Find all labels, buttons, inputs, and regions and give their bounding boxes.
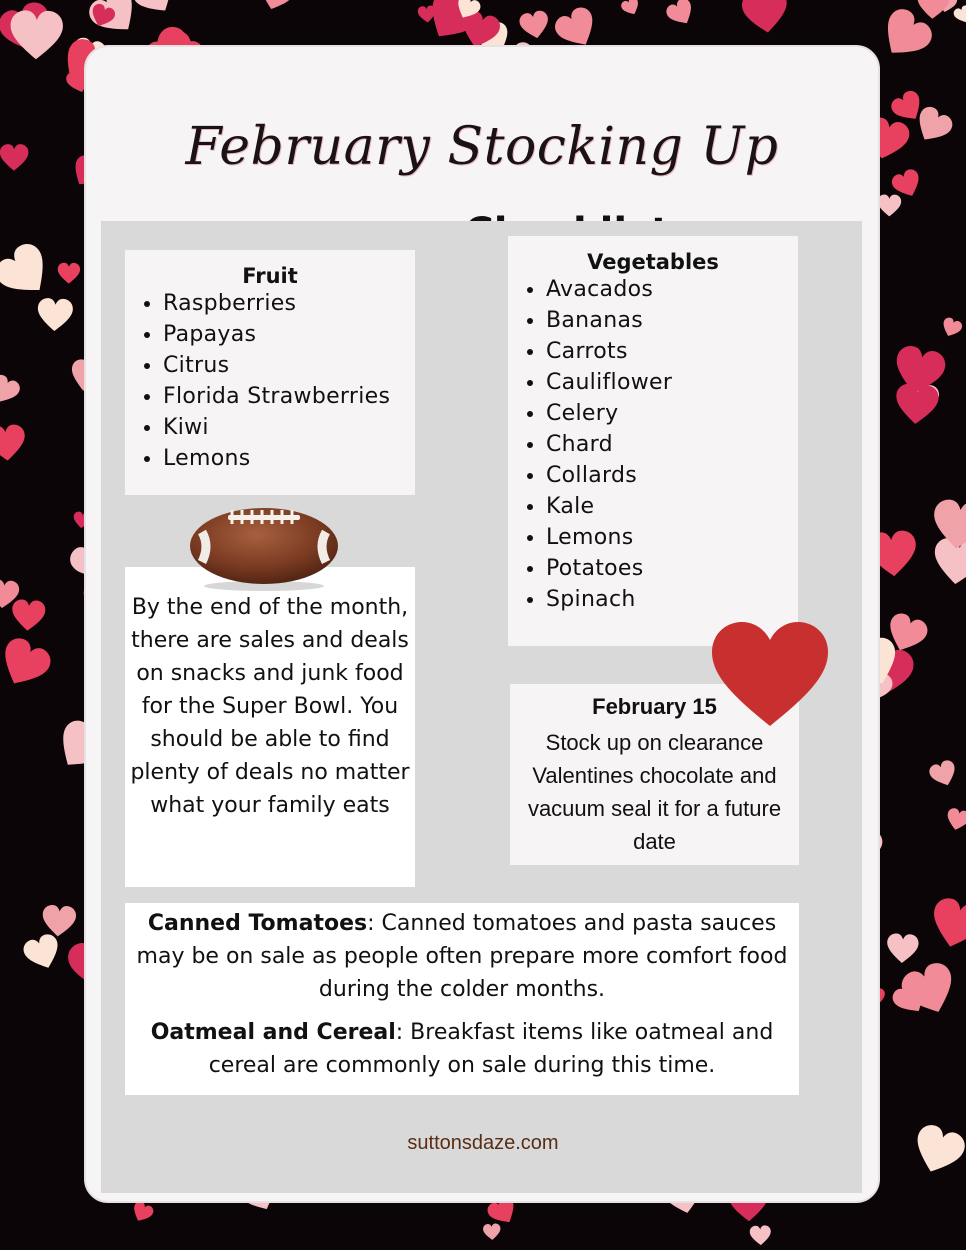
heart-confetti-icon: [898, 959, 962, 1021]
list-item: • Collards: [546, 460, 798, 491]
february-15-heading: February 15: [592, 694, 717, 719]
heart-confetti-icon: [37, 298, 73, 332]
heart-confetti-icon: [0, 144, 29, 171]
heart-confetti-icon: [927, 758, 960, 790]
heart-confetti-icon: [483, 1223, 501, 1240]
list-item: • Kiwi: [163, 412, 415, 443]
notes-box: [125, 903, 799, 1095]
heart-icon: [710, 620, 830, 728]
heart-confetti-icon: [939, 316, 963, 340]
note-text: : Canned tomatoes and pasta sauces may be on sale as people often prepare more comfort food during the colder months.: [136, 911, 788, 1002]
heart-confetti-icon: [944, 807, 966, 833]
note-oatmeal-cereal: [125, 1016, 799, 1082]
heart-confetti-icon: [84, 0, 146, 43]
super-bowl-box: [125, 567, 415, 887]
heart-confetti-icon: [129, 1200, 155, 1225]
list-item: • Florida Strawberries: [163, 381, 415, 412]
list-item: • Kale: [546, 491, 798, 522]
list-item: • Celery: [546, 398, 798, 429]
heart-confetti-icon: [11, 599, 46, 632]
heart-confetti-icon: [417, 5, 436, 23]
heart-confetti-icon: [129, 0, 182, 21]
list-item: • Spinach: [546, 584, 798, 615]
note-label: Oatmeal and Cereal: [150, 1020, 396, 1045]
list-item: • Potatoes: [546, 553, 798, 584]
heart-confetti-icon: [0, 372, 23, 408]
heart-confetti-icon: [21, 931, 65, 973]
list-item: • Citrus: [163, 350, 415, 381]
heart-confetti-icon: [894, 383, 939, 426]
fruit-box: [125, 250, 415, 495]
heart-confetti-icon: [620, 0, 643, 18]
fruit-list: [125, 288, 415, 474]
heart-confetti-icon: [926, 895, 966, 953]
note-text: : Breakfast items like oatmeal and cereal are commonly on sale during this time.: [208, 1020, 774, 1078]
heart-confetti-icon: [664, 0, 698, 30]
list-item: • Lemons: [163, 443, 415, 474]
heart-confetti-icon: [518, 9, 551, 41]
note-label: Canned Tomatoes: [147, 911, 368, 936]
super-bowl-text: By the end of the month, there are sales and deals on snacks and junk food for the Super Bowl. You should be able to find plenty of deals no matter what your family eats: [130, 595, 410, 818]
list-item: • Bananas: [546, 305, 798, 336]
footer-site: suttonsdaze.com: [407, 1132, 559, 1154]
heart-confetti-icon: [255, 0, 296, 14]
heart-confetti-icon: [741, 0, 791, 35]
football-icon: [188, 504, 340, 592]
heart-confetti-icon: [0, 238, 59, 306]
heart-confetti-icon: [750, 1225, 772, 1245]
vegetables-heading: Vegetables: [587, 250, 719, 274]
heart-confetti-icon: [0, 424, 27, 462]
list-item: • Raspberries: [163, 288, 415, 319]
heart-confetti-icon: [877, 194, 901, 216]
february-15-text: Stock up on clearance Valentines chocolate and vacuum seal it for a future date: [527, 730, 782, 854]
page-title: February Stocking Up: [185, 117, 779, 177]
list-item: • Avacados: [546, 274, 798, 305]
list-item: • Lemons: [546, 522, 798, 553]
heart-confetti-icon: [886, 933, 919, 964]
heart-confetti-icon: [952, 4, 966, 26]
heart-confetti-icon: [58, 263, 81, 284]
list-item: • Carrots: [546, 336, 798, 367]
list-item: • Cauliflower: [546, 367, 798, 398]
fruit-heading: Fruit: [242, 264, 298, 288]
heart-confetti-icon: [41, 904, 77, 937]
list-item: • Papayas: [163, 319, 415, 350]
list-item: • Chard: [546, 429, 798, 460]
vegetables-list: [508, 274, 798, 615]
heart-confetti-icon: [0, 634, 55, 694]
vegetables-box: [508, 236, 798, 646]
note-canned-tomatoes: [125, 907, 799, 1006]
